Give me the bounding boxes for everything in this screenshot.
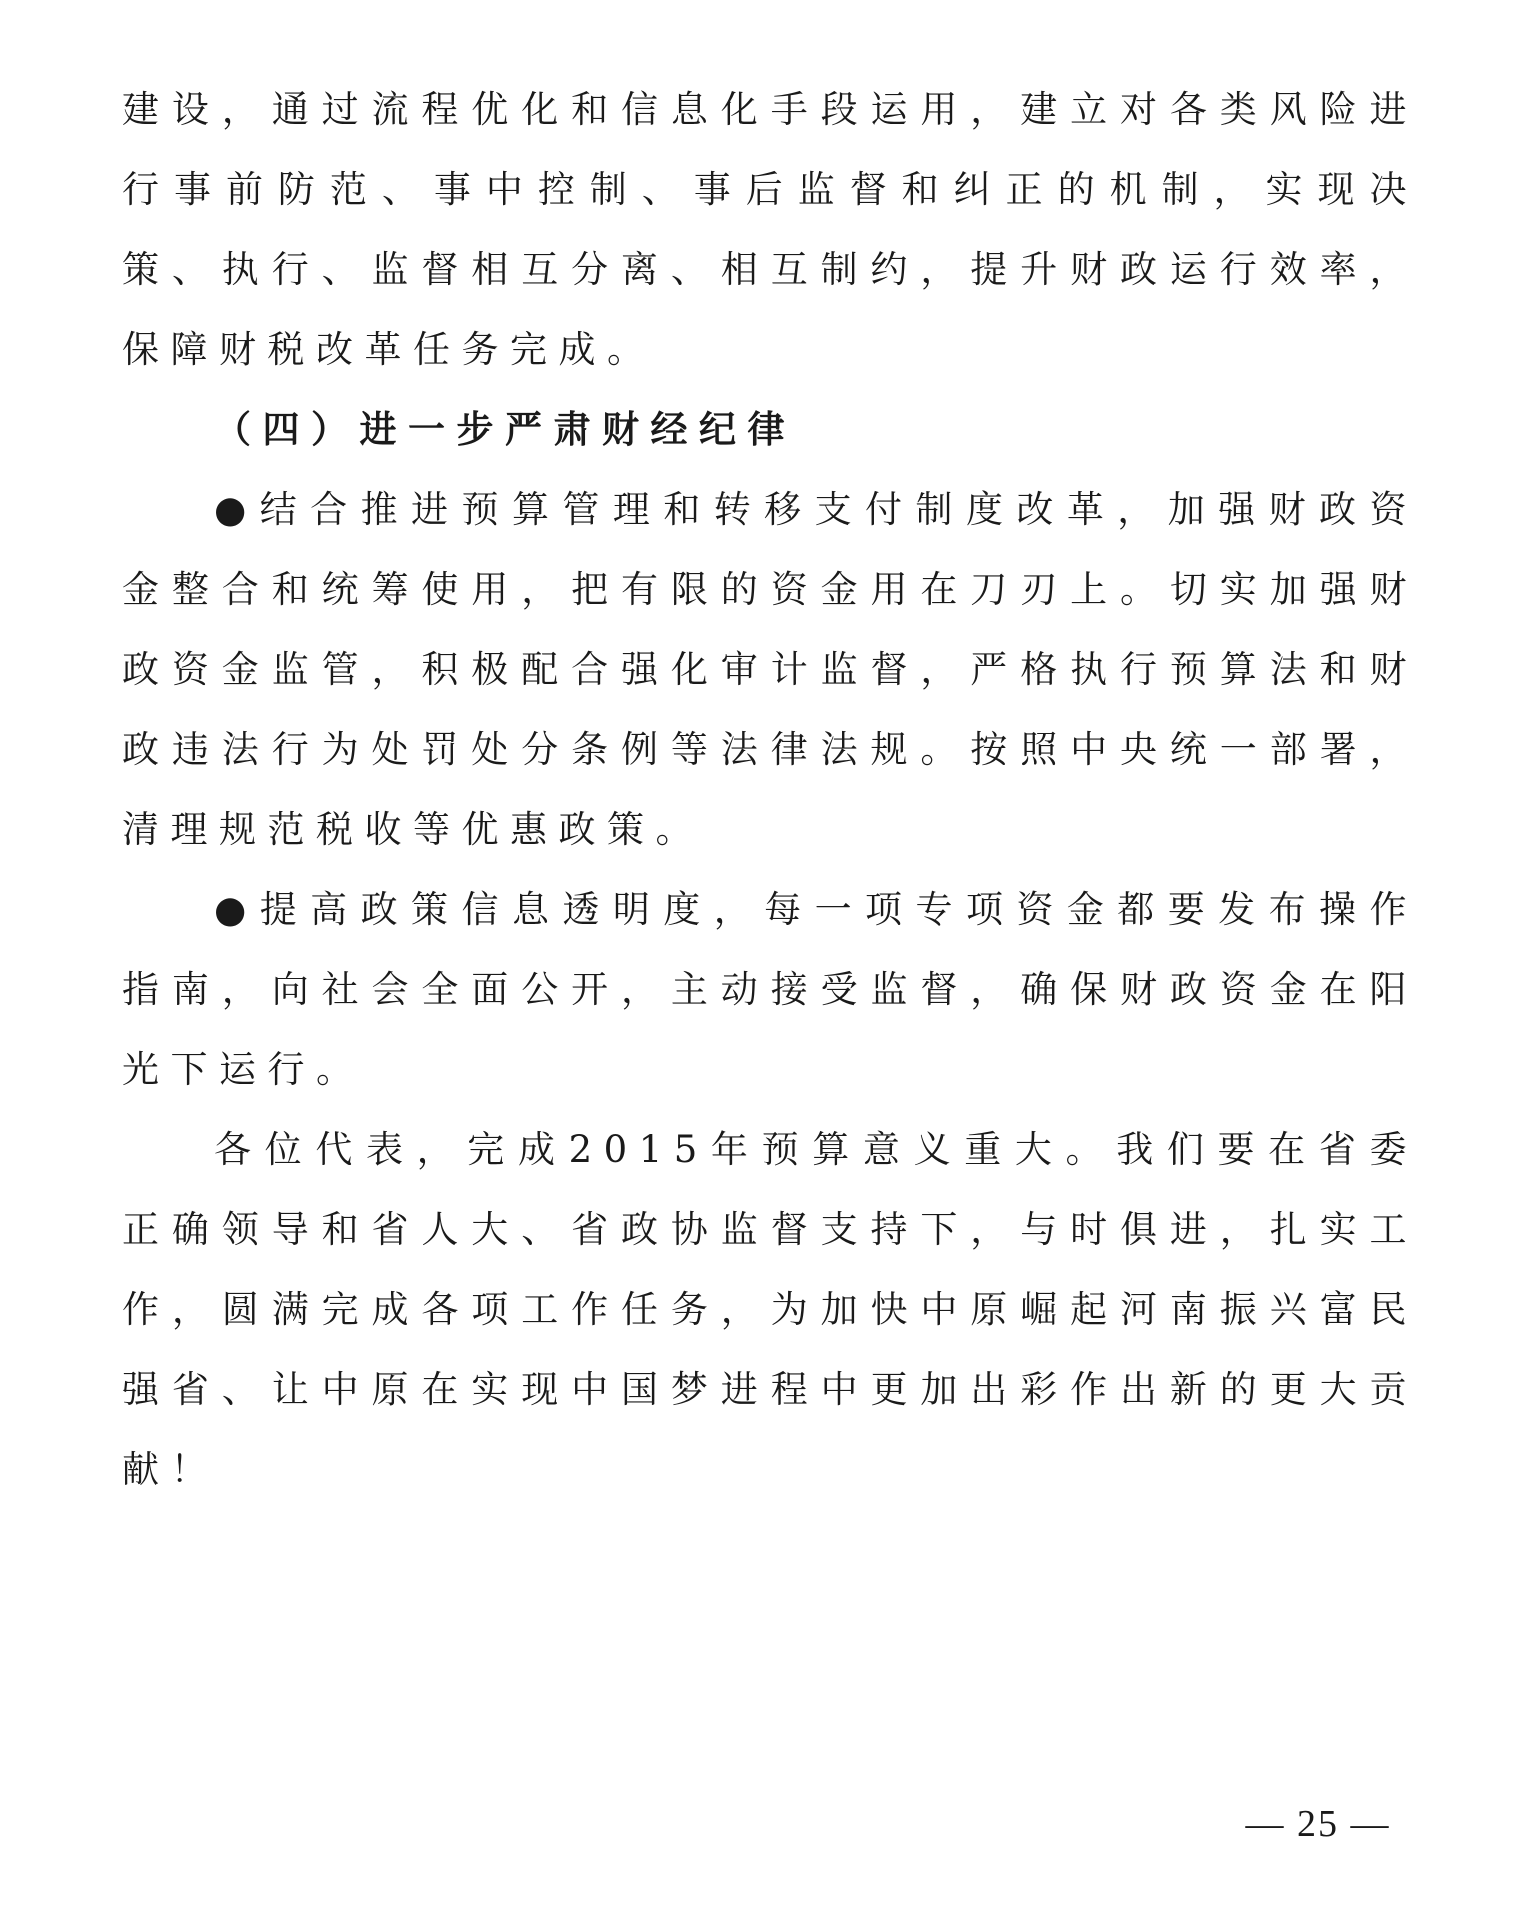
paragraph-bullet-policy-transparency: ●提高政策信息透明度，每一项专项资金都要发布操作指南，向社会全面公开，主动接受监督，确保财政资金在阳光下运行。 (122, 888, 1418, 1091)
paragraph-intro-continuation: 建设，通过流程优化和信息化手段运用，建立对各类风险进行事前防范、事中控制、事后监督和纠正的机制，实现决策、执行、监督相互分离、相互制约，提升财政运行效率，保障财税改革任务完成。 (122, 88, 1418, 371)
paragraph-closing: 各位代表，完成2015年预算意义重大。我们要在省委正确领导和省人大、省政协监督支持下，与时俱进，扎实工作，圆满完成各项工作任务，为加快中原崛起河南振兴富民强省、让中原在实现中国梦进程中更加出彩作出新的更大贡献！ (122, 1128, 1418, 1491)
document-body (122, 70, 1418, 1510)
paragraph-bullet-budget-integration: ●结合推进预算管理和转移支付制度改革，加强财政资金整合和统筹使用，把有限的资金用在刀刃上。切实加强财政资金监管，积极配合强化审计监督，严格执行预算法和财政违法行为处罚处分条例等法律法规。按照中央统一部署，清理规范税收等优惠政策。 (122, 488, 1418, 851)
section-heading: （四）进一步严肃财经纪律 (214, 408, 796, 451)
page-number: — 25 — (1245, 1803, 1391, 1845)
